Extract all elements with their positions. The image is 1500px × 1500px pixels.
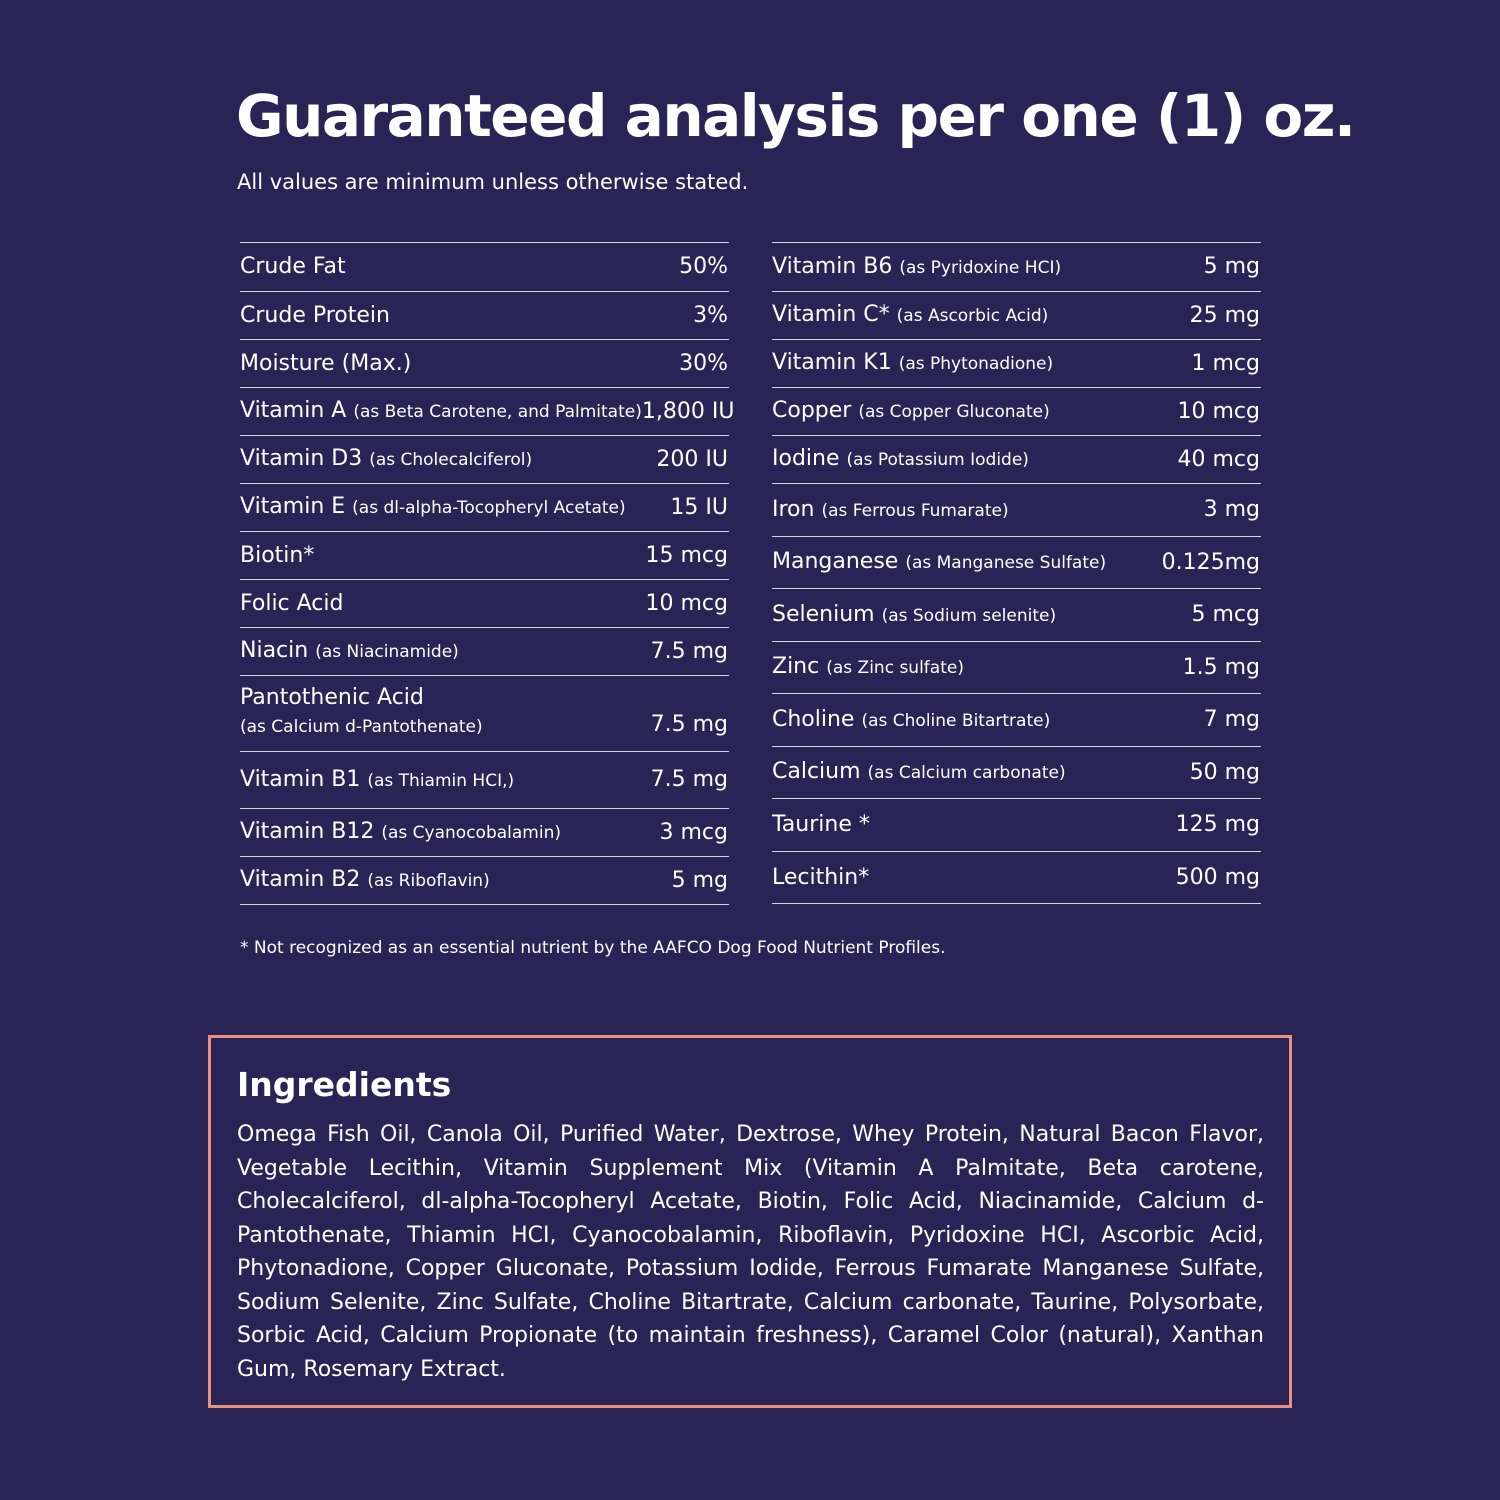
nutrient-name: Vitamin E (as dl-alpha-Tocopheryl Acetate) <box>240 494 626 519</box>
table-row <box>240 752 729 809</box>
nutrient-name: Vitamin B2 (as Riboflavin) <box>240 867 490 892</box>
analysis-table-right <box>772 242 1261 904</box>
table-row <box>240 388 735 436</box>
nutrient-value: 7.5 mg <box>650 638 728 664</box>
table-row <box>240 628 729 676</box>
nutrient-value: 30% <box>679 350 728 376</box>
nutrient-name: Lecithin* <box>772 864 870 890</box>
table-row <box>772 799 1261 852</box>
table-row <box>240 809 729 857</box>
nutrient-source: (as Copper Gluconate) <box>858 402 1050 422</box>
nutrient-source: (as Phytonadione) <box>898 354 1054 374</box>
nutrient-value: 15 IU <box>670 494 728 520</box>
nutrient-source: (as Riboflavin) <box>367 871 490 891</box>
nutrient-name: Vitamin B6 (as Pyridoxine HCI) <box>772 253 1062 279</box>
nutrient-source: (as Sodium selenite) <box>881 605 1057 626</box>
table-row <box>772 589 1261 642</box>
nutrient-source: (as Choline Bitartrate) <box>861 710 1051 731</box>
table-row <box>772 537 1261 589</box>
nutrient-name: Vitamin D3 (as Cholecalciferol) <box>240 446 533 471</box>
nutrient-source: (as Thiamin HCI,) <box>367 770 515 791</box>
nutrient-value: 10 mcg <box>1177 398 1260 424</box>
nutrient-value: 5 mg <box>1203 254 1260 279</box>
nutrient-value: 15 mcg <box>645 542 728 568</box>
table-row <box>240 340 729 388</box>
nutrient-value: 5 mcg <box>1191 602 1260 627</box>
nutrient-name: Crude Fat <box>240 254 346 279</box>
nutrient-name: Vitamin B1 (as Thiamin HCI,) <box>240 766 515 792</box>
footnote: * Not recognized as an essential nutrient by the AAFCO Dog Food Nutrient Profiles. <box>240 938 946 958</box>
nutrient-name: Selenium (as Sodium selenite) <box>772 601 1057 627</box>
nutrient-name: Moisture (Max.) <box>240 350 412 376</box>
nutrient-value: 3 mg <box>1203 497 1260 522</box>
nutrient-value: 7.5 mg <box>650 712 728 737</box>
page-title: Guaranteed analysis per one (1) oz. <box>236 82 1355 150</box>
nutrient-value: 3 mcg <box>659 819 728 845</box>
nutrient-name: Zinc (as Zinc sulfate) <box>772 654 964 679</box>
table-row <box>772 436 1261 484</box>
nutrient-name: Vitamin K1 (as Phytonadione) <box>772 350 1054 375</box>
nutrient-name: Taurine * <box>772 812 870 837</box>
table-row <box>240 532 729 580</box>
nutrient-source: (as Manganese Sulfate) <box>905 553 1107 573</box>
table-row <box>772 852 1261 904</box>
table-row <box>772 747 1261 799</box>
nutrient-value: 25 mg <box>1189 302 1260 328</box>
nutrient-name: Manganese (as Manganese Sulfate) <box>772 549 1107 574</box>
table-row <box>240 484 729 532</box>
nutrient-value: 50% <box>679 254 728 279</box>
nutrient-source: (as Calcium carbonate) <box>867 763 1066 783</box>
nutrient-name: Biotin* <box>240 542 315 568</box>
table-row <box>772 642 1261 694</box>
table-row <box>772 694 1261 747</box>
table-row <box>240 292 729 340</box>
nutrient-source: (as Cholecalciferol) <box>369 450 533 470</box>
nutrient-value: 40 mcg <box>1177 446 1260 472</box>
nutrient-name: Copper (as Copper Gluconate) <box>772 398 1050 423</box>
nutrient-value: 500 mg <box>1175 864 1260 890</box>
nutrient-source: (as Cyanocobalamin) <box>381 823 561 843</box>
nutrient-name: Iodine (as Potassium Iodide) <box>772 446 1029 471</box>
ingredients-panel <box>208 1035 1292 1408</box>
nutrient-name: Calcium (as Calcium carbonate) <box>772 759 1066 784</box>
nutrient-source: (as Calcium d-Pantothenate) <box>240 717 483 737</box>
nutrient-value: 1 mcg <box>1191 350 1260 376</box>
nutrient-name: Vitamin B12 (as Cyanocobalamin) <box>240 819 561 844</box>
nutrient-value: 7 mg <box>1203 707 1260 732</box>
table-row <box>240 580 729 628</box>
nutrient-name: Folic Acid <box>240 590 344 616</box>
table-row <box>240 857 729 905</box>
nutrient-source: (as Niacinamide) <box>315 642 459 662</box>
nutrient-value: 5 mg <box>671 867 728 893</box>
table-row <box>772 388 1261 436</box>
nutrient-value: 50 mg <box>1189 759 1260 785</box>
nutrient-source: (as Potassium Iodide) <box>846 450 1029 470</box>
nutrient-value: 200 IU <box>656 446 728 472</box>
ingredients-text: Omega Fish Oil, Canola Oil, Purified Water, Dextrose, Whey Protein, Natural Bacon Flavor, Vegetable Lecithin, Vitamin Supplement Mix (Vitamin A Palmitate, Beta carotene, Cholecalciferol, dl-alpha-Tocopheryl Acetate, Biotin, Folic Acid, Niacinamide, Calcium d-Pantothenate, Thiamin HCI, Cyanocobalamin, Riboflavin, Pyridoxine HCI, Ascorbic Acid, Phytonadione, Copper Gluconate, Potassium Iodide, Ferrous Fumarate Manganese Sulfate, Sodium Selenite, Zinc Sulfate, Choline Bitartrate, Calcium carbonate, Taurine, Polysorbate, Sorbic Acid, Calcium Propionate (to maintain freshness), Caramel Color (natural), Xanthan Gum, Rosemary Extract. <box>237 1122 1264 1382</box>
nutrient-value: 125 mg <box>1175 812 1260 837</box>
table-row <box>772 484 1261 537</box>
analysis-table-left <box>240 242 735 905</box>
nutrient-name: Choline (as Choline Bitartrate) <box>772 706 1051 732</box>
table-row <box>772 340 1261 388</box>
nutrient-name: Crude Protein <box>240 302 390 328</box>
table-row <box>772 292 1261 340</box>
nutrient-value: 1,800 IU <box>641 398 735 424</box>
table-row <box>772 243 1261 292</box>
nutrient-name: Vitamin C* (as Ascorbic Acid) <box>772 302 1049 327</box>
ingredients-title: Ingredients <box>237 1065 452 1104</box>
table-row <box>240 436 729 484</box>
nutrient-value: 10 mcg <box>645 590 728 616</box>
table-row <box>240 243 729 292</box>
nutrient-value: 3% <box>693 302 728 328</box>
nutrient-source: (as Pyridoxine HCI) <box>899 257 1062 278</box>
nutrient-source: (as dl-alpha-Tocopheryl Acetate) <box>352 498 626 518</box>
nutrient-name: Iron (as Ferrous Fumarate) <box>772 496 1009 522</box>
nutrient-value: 0.125mg <box>1161 549 1260 575</box>
page-subtitle: All values are minimum unless otherwise stated. <box>237 170 749 194</box>
nutrient-source: (as Zinc sulfate) <box>826 658 964 678</box>
nutrient-value: 7.5 mg <box>650 767 728 792</box>
nutrient-source: (as Beta Carotene, and Palmitate) <box>353 402 642 422</box>
nutrient-value: 1.5 mg <box>1182 654 1260 680</box>
nutrient-name: Pantothenic Acid (as Calcium d-Pantothenate) <box>240 685 483 737</box>
nutrient-source: (as Ferrous Fumarate) <box>821 500 1009 521</box>
nutrient-source: (as Ascorbic Acid) <box>896 306 1049 326</box>
table-row <box>240 676 729 752</box>
nutrient-name: Vitamin A (as Beta Carotene, and Palmitate) <box>240 398 642 423</box>
nutrient-name: Niacin (as Niacinamide) <box>240 638 459 663</box>
